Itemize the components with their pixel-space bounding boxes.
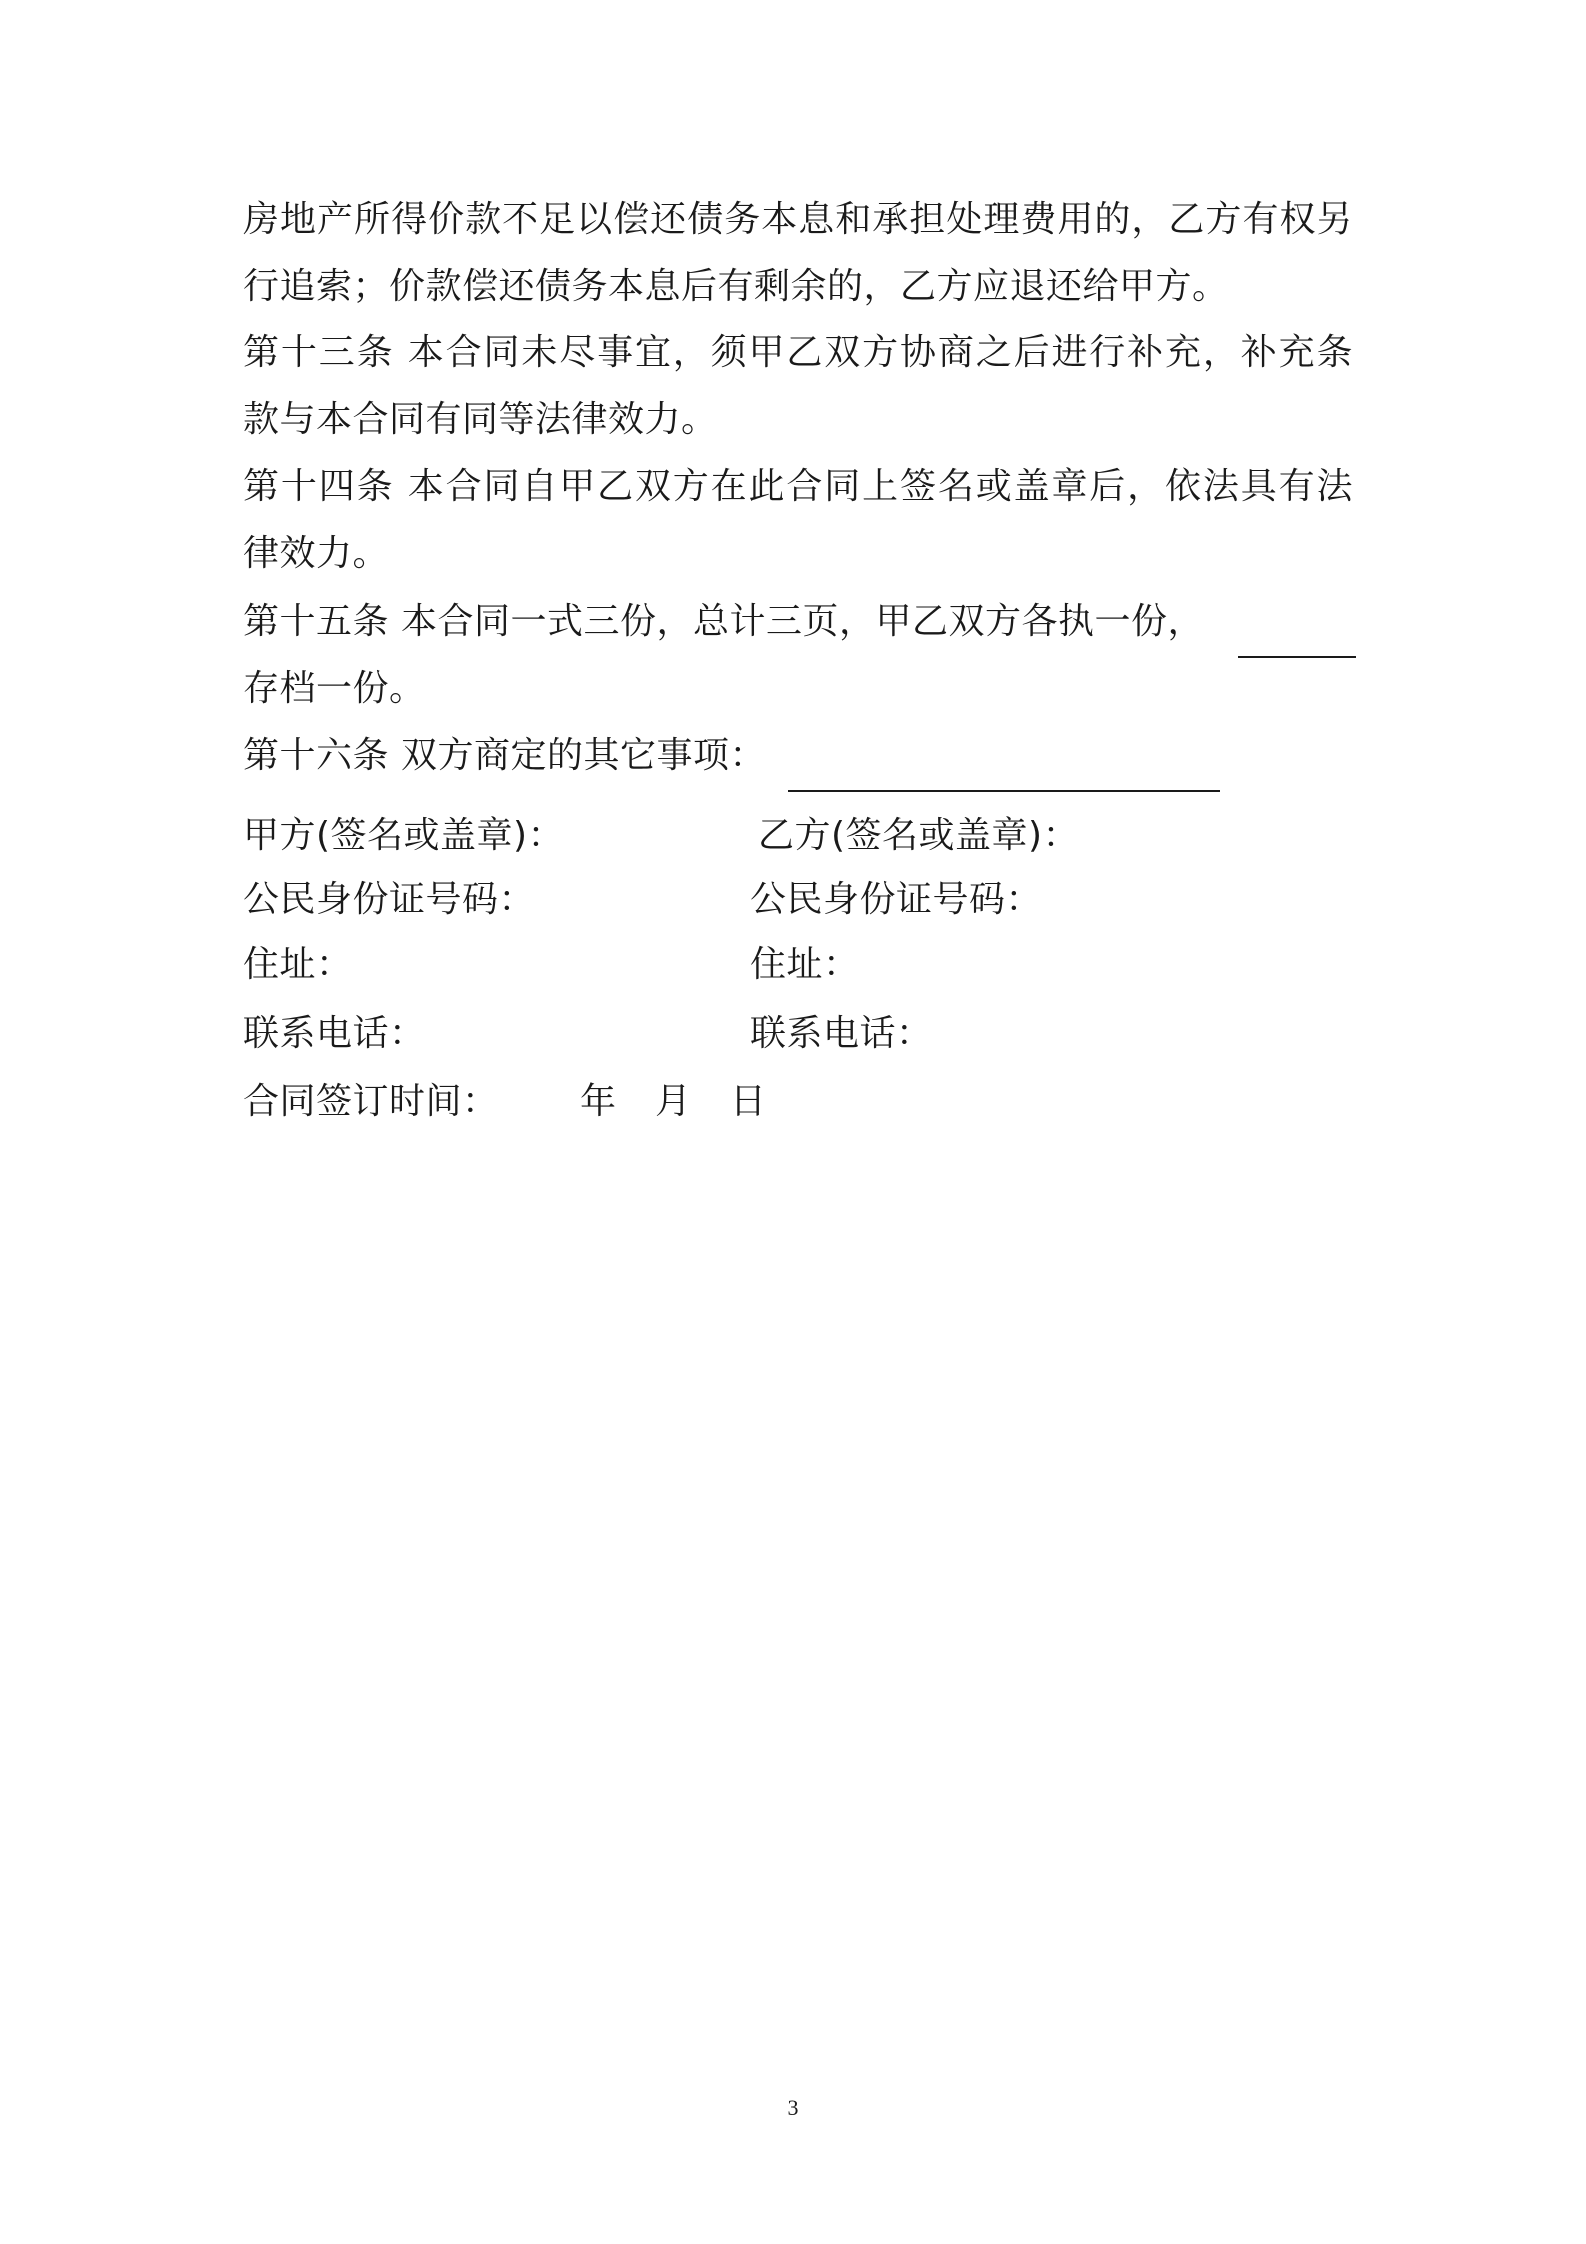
article-15-line — [243, 600, 1204, 644]
archive-party-blank[interactable] — [1238, 626, 1356, 658]
party-a-phone-label: 联系电话： — [243, 1013, 426, 1054]
party-b-address-label: 住址： — [750, 944, 860, 985]
article-16-line: 第十六条 双方商定的其它事项： — [243, 735, 766, 776]
party-a-address-label: 住址： — [243, 944, 353, 985]
article-14-line: 第十四条 本合同自甲乙双方在此合同上签名或盖章后，依法具有法 — [243, 466, 1353, 507]
page-number: 3 — [787, 2095, 799, 2120]
day-unit: 日 — [730, 1081, 767, 1122]
paragraph-line: 房地产所得价款不足以偿还债务本息和承担处理费用的，乙方有权另 — [243, 199, 1353, 240]
paragraph-line: 行追索；价款偿还债务本息后有剩余的，乙方应退还给甲方。 — [243, 266, 1229, 307]
party-a-signature-label: 甲方(签名或盖章)： — [243, 815, 565, 856]
article-13-line: 款与本合同有同等法律效力。 — [243, 399, 718, 440]
article-15-line: 存档一份。 — [243, 668, 426, 709]
month-unit: 月 — [655, 1081, 692, 1122]
other-matters-blank[interactable] — [788, 760, 1220, 792]
party-b-signature-label: 乙方(签名或盖章)： — [758, 815, 1080, 856]
party-a-id-label: 公民身份证号码： — [243, 879, 536, 920]
article-14-line: 律效力。 — [243, 533, 390, 574]
article-15-text: 第十五条 本合同一式三份，总计三页，甲乙双方各执一份， — [243, 601, 1204, 642]
year-unit: 年 — [580, 1081, 617, 1122]
party-b-phone-label: 联系电话： — [750, 1013, 933, 1054]
signing-date-label: 合同签订时间： — [243, 1081, 499, 1122]
article-13-line: 第十三条 本合同未尽事宜，须甲乙双方协商之后进行补充，补充条 — [243, 332, 1353, 373]
party-b-id-label: 公民身份证号码： — [750, 879, 1043, 920]
